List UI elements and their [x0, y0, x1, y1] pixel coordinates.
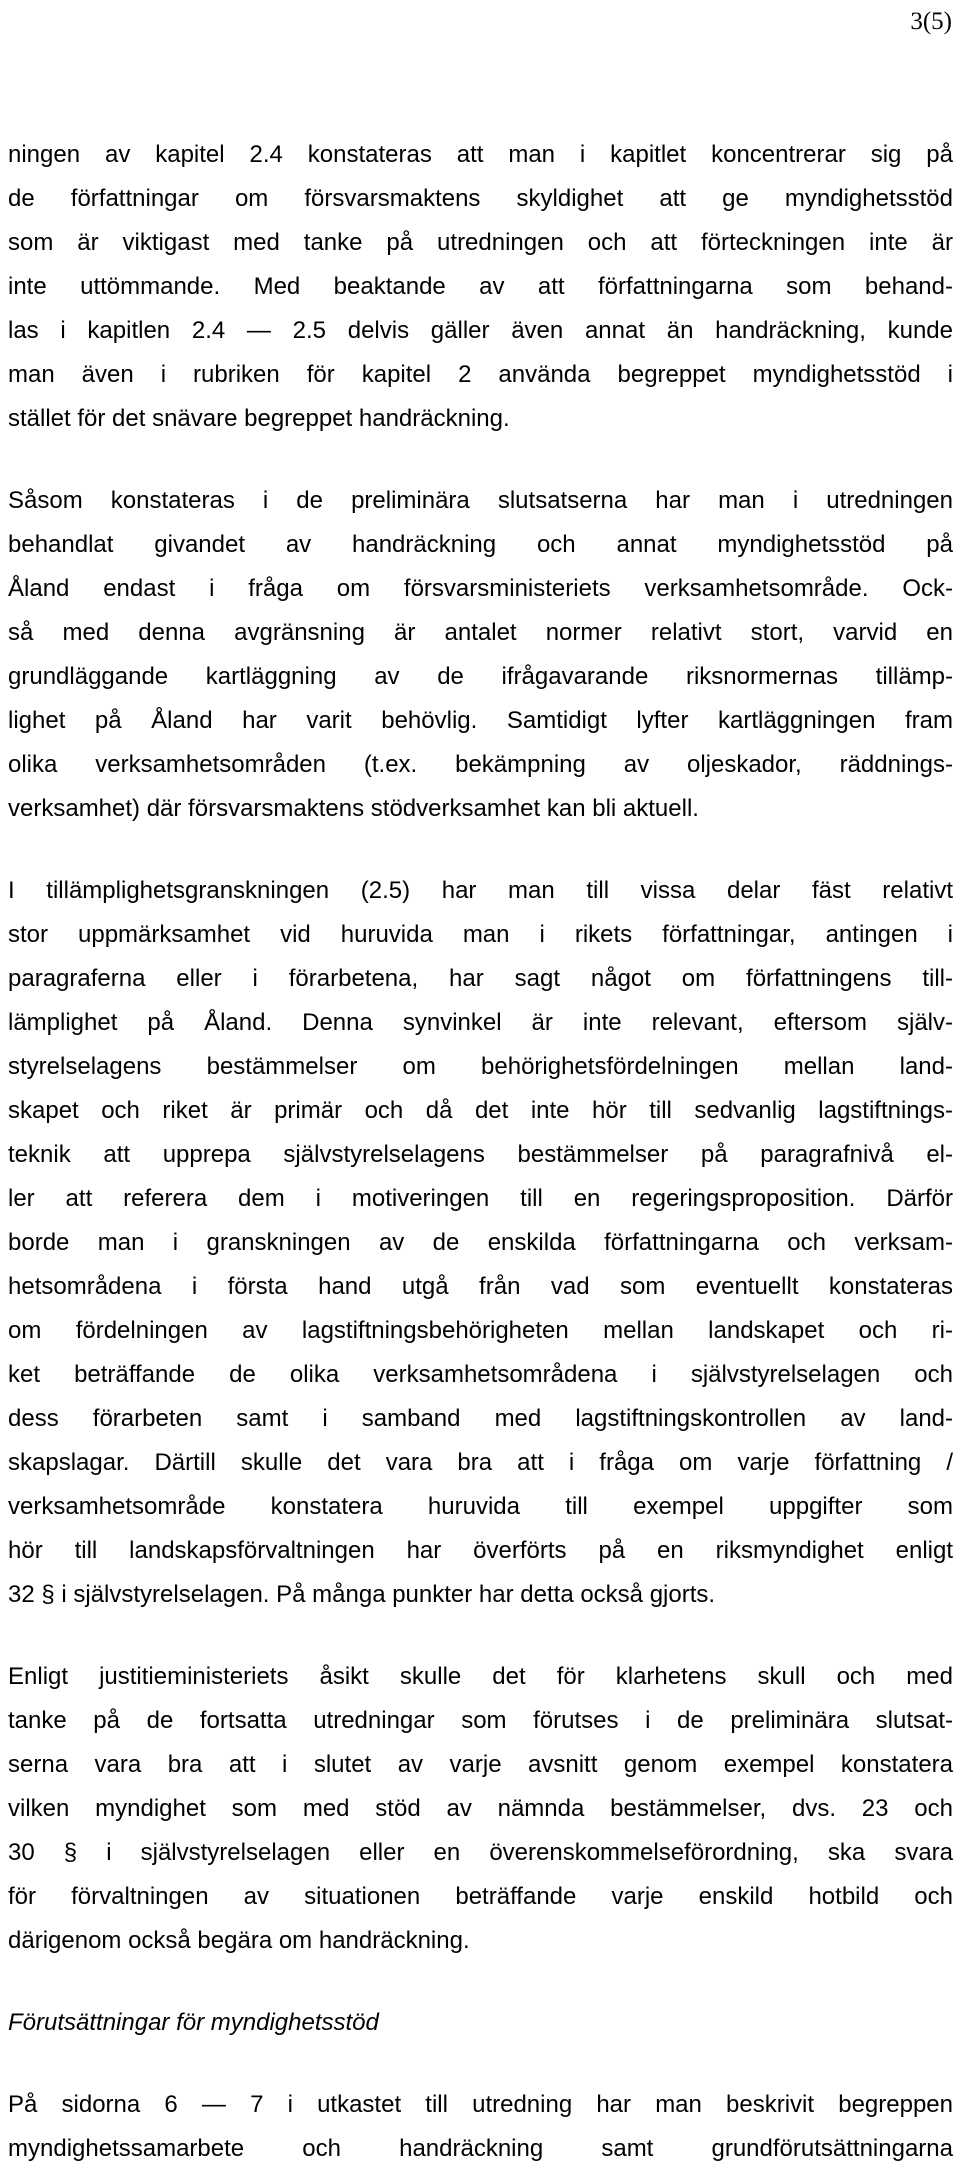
text-line: vilken myndighet som med stöd av nämnda bestämmelser, dvs. 23 och [8, 1795, 953, 1822]
text-line: Såsom konstateras i de preliminära slutsatserna har man i utredningen [8, 487, 953, 514]
text-line: som är viktigast med tanke på utredningen och att förteckningen inte är [8, 229, 953, 256]
document-body [8, 133, 953, 2171]
paragraph [8, 2083, 953, 2171]
text-line: lighet på Åland har varit behövlig. Samtidigt lyfter kartläggningen fram [8, 707, 953, 734]
text-line: Enligt justitieministeriets åsikt skulle det för klarhetens skull och med [8, 1663, 953, 1690]
text-line: dess förarbeten samt i samband med lagstiftningskontrollen av land- [8, 1405, 953, 1432]
paragraph-spacing [8, 441, 953, 479]
paragraph [8, 869, 953, 1617]
text-line: paragraferna eller i förarbetena, har sagt något om författningens till- [8, 965, 953, 992]
text-line: 30 § i självstyrelselagen eller en överenskommelseförordning, ska svara [8, 1839, 953, 1866]
text-line: om fördelningen av lagstiftningsbehörigheten mellan landskapet och ri- [8, 1317, 953, 1344]
text-line: teknik att upprepa självstyrelselagens bestämmelser på paragrafnivå el- [8, 1141, 953, 1168]
text-line: ket beträffande de olika verksamhetsområdena i självstyrelselagen och [8, 1361, 953, 1388]
text-line: för förvaltningen av situationen beträffande varje enskild hotbild och [8, 1883, 953, 1910]
text-line: verksamhet) där försvarsmaktens stödverksamhet kan bli aktuell. [8, 795, 699, 822]
text-line: Åland endast i fråga om försvarsministeriets verksamhetsområde. Ock- [8, 575, 953, 602]
text-line: serna vara bra att i slutet av varje avsnitt genom exempel konstatera [8, 1751, 953, 1778]
text-line: borde man i granskningen av de enskilda författningarna och verksam- [8, 1229, 953, 1256]
text-line: ningen av kapitel 2.4 konstateras att man i kapitlet koncentrerar sig på [8, 141, 953, 168]
text-line: styrelselagens bestämmelser om behörighetsfördelningen mellan land- [8, 1053, 953, 1080]
text-line: stor uppmärksamhet vid huruvida man i rikets författningar, antingen i [8, 921, 953, 948]
text-line: skapslagar. Därtill skulle det vara bra att i fråga om varje författning / [8, 1449, 953, 1476]
paragraph [8, 1655, 953, 1963]
text-line: grundläggande kartläggning av de ifrågavarande riksnormernas tillämp- [8, 663, 953, 690]
page-number: 3(5) [910, 8, 952, 35]
text-line: I tillämplighetsgranskningen (2.5) har man till vissa delar fäst relativt [8, 877, 953, 904]
text-line: därigenom också begära om handräckning. [8, 1927, 470, 1954]
paragraph [8, 479, 953, 831]
text-line: hetsområdena i första hand utgå från vad som eventuellt konstateras [8, 1273, 953, 1300]
text-line: man även i rubriken för kapitel 2 använda begreppet myndighetsstöd i [8, 361, 953, 388]
text-line: las i kapitlen 2.4 — 2.5 delvis gäller även annat än handräckning, kunde [8, 317, 953, 344]
text-line: stället för det snävare begreppet handräckning. [8, 405, 510, 432]
text-line: behandlat givandet av handräckning och annat myndighetsstöd på [8, 531, 953, 558]
paragraph-spacing [8, 1963, 953, 2001]
text-line: inte uttömmande. Med beaktande av att författningarna som behand- [8, 273, 953, 300]
text-line: verksamhetsområde konstatera huruvida till exempel uppgifter som [8, 1493, 953, 1520]
text-line: På sidorna 6 — 7 i utkastet till utredning har man beskrivit begreppen [8, 2091, 953, 2118]
text-line: skapet och riket är primär och då det inte hör till sedvanlig lagstiftnings- [8, 1097, 953, 1124]
text-line: myndighetssamarbete och handräckning samt grundförutsättningarna [8, 2135, 953, 2162]
paragraph-spacing [8, 1617, 953, 1655]
text-line: så med denna avgränsning är antalet normer relativt stort, varvid en [8, 619, 953, 646]
text-line: 32 § i självstyrelselagen. På många punkter har detta också gjorts. [8, 1581, 716, 1608]
text-line: olika verksamhetsområden (t.ex. bekämpning av oljeskador, räddnings- [8, 751, 953, 778]
text-line: tanke på de fortsatta utredningar som förutses i de preliminära slutsat- [8, 1707, 953, 1734]
text-line: hör till landskapsförvaltningen har överförts på en riksmyndighet enligt [8, 1537, 953, 1564]
text-line: lämplighet på Åland. Denna synvinkel är inte relevant, eftersom själv- [8, 1009, 953, 1036]
paragraph [8, 133, 953, 441]
paragraph-spacing [8, 2045, 953, 2083]
text-line: ler att referera dem i motiveringen till en regeringsproposition. Därför [8, 1185, 953, 1212]
text-line: de författningar om försvarsmaktens skyldighet att ge myndighetsstöd [8, 185, 953, 212]
section-heading: Förutsättningar för myndighetsstöd [8, 2009, 379, 2036]
paragraph-spacing [8, 831, 953, 869]
